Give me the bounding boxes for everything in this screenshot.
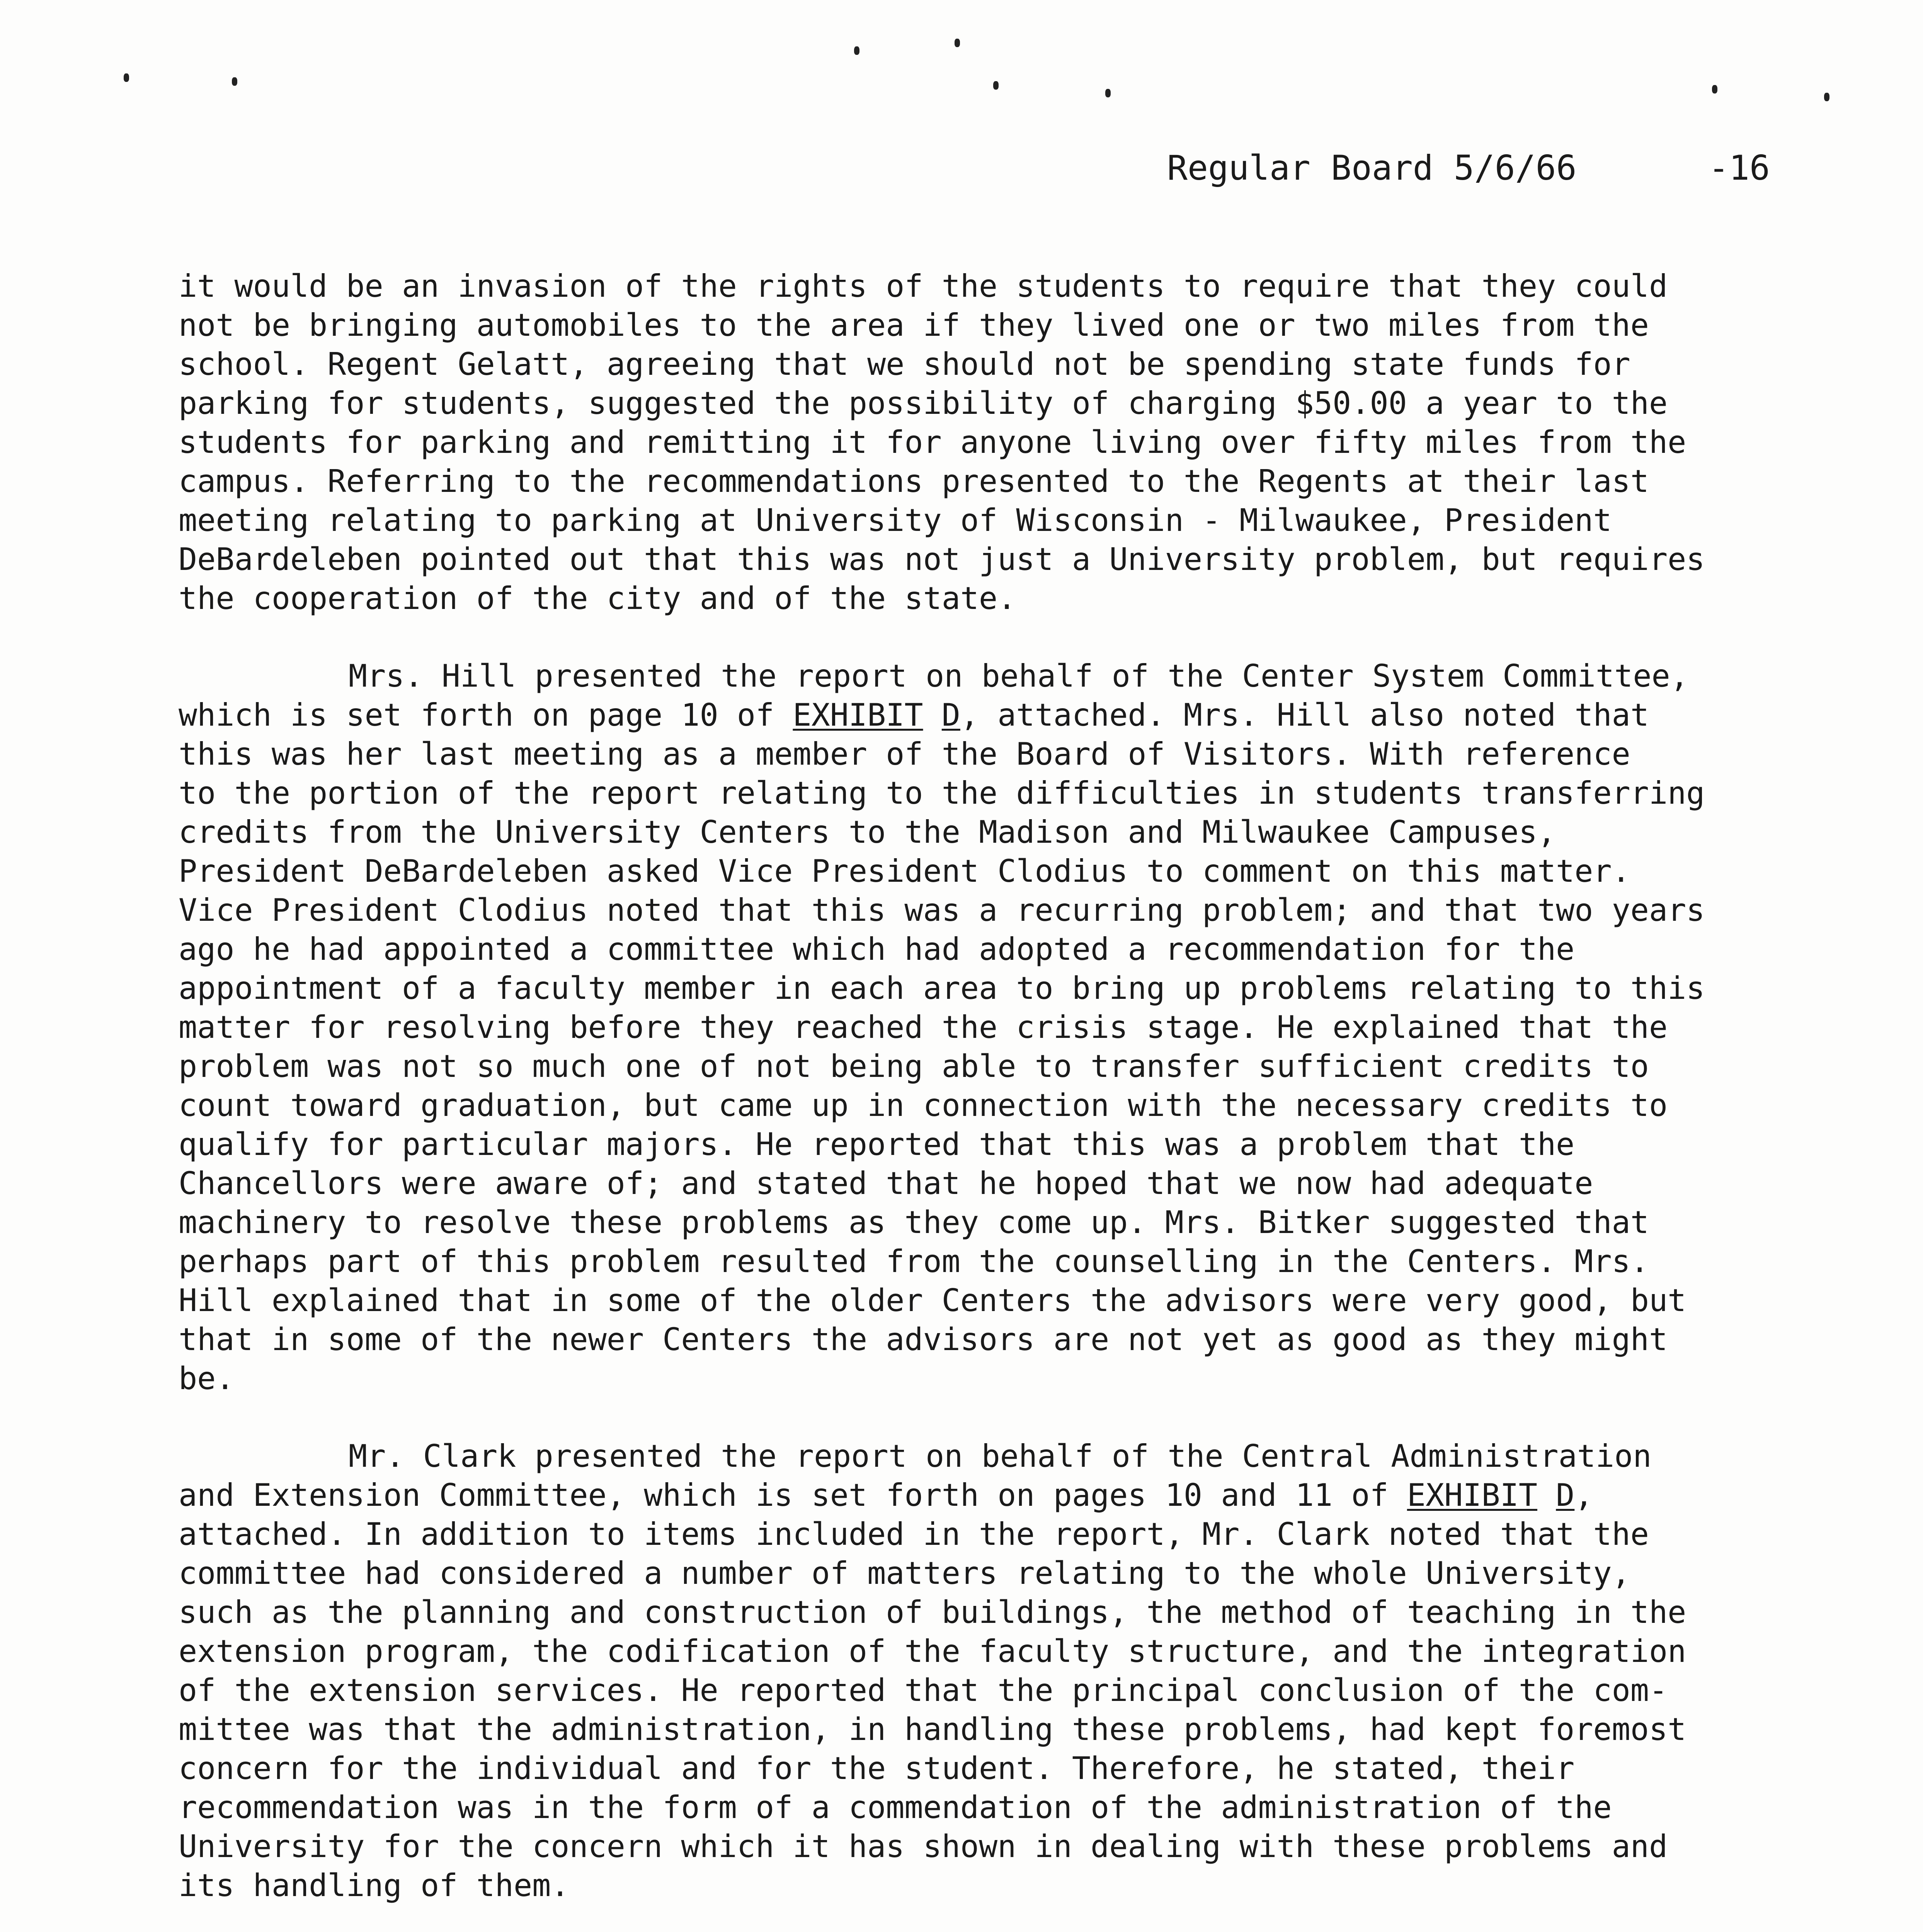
text-line: matter for resolving before they reached the crisis stage. He explained that the bbox=[179, 1009, 1668, 1045]
text-line: University for the concern which it has shown in dealing with these problems and bbox=[179, 1828, 1668, 1864]
document-body bbox=[179, 267, 1755, 1932]
text-line: concern for the individual and for the student. Therefore, he stated, their bbox=[179, 1750, 1575, 1786]
text-line: to the portion of the report relating to the difficulties in students transferring bbox=[179, 775, 1705, 811]
paragraph bbox=[179, 267, 1755, 618]
scan-speck bbox=[1824, 93, 1829, 101]
text-line: be. bbox=[179, 1361, 235, 1396]
text-line: qualify for particular majors. He reported that this was a problem that the bbox=[179, 1126, 1575, 1162]
exhibit-letter: D bbox=[941, 697, 960, 733]
text-line: parking for students, suggested the possibility of charging $50.00 a year to the bbox=[179, 385, 1668, 421]
text-line: this was her last meeting as a member of the Board of Visitors. With reference bbox=[179, 736, 1630, 772]
scan-speck bbox=[1105, 89, 1111, 97]
text-line: Hill explained that in some of the older Centers the advisors were very good, but bbox=[179, 1282, 1686, 1318]
text-line: machinery to resolve these problems as they come up. Mrs. Bitker suggested that bbox=[179, 1204, 1649, 1240]
text-line: the cooperation of the city and of the state. bbox=[179, 580, 1016, 616]
exhibit-reference: EXHIBIT bbox=[1407, 1477, 1537, 1513]
scan-speck bbox=[993, 81, 999, 90]
text-line: that in some of the newer Centers the advisors are not yet as good as they might bbox=[179, 1321, 1668, 1357]
exhibit-letter: D bbox=[1556, 1477, 1575, 1513]
text-line: DeBardeleben pointed out that this was not just a University problem, but requires bbox=[179, 541, 1705, 577]
text-line: problem was not so much one of not being able to transfer sufficient credits to bbox=[179, 1048, 1649, 1084]
header-title: Regular Board 5/6/66 bbox=[1167, 148, 1577, 188]
text-line: Chancellors were aware of; and stated that he hoped that we now had adequate bbox=[179, 1165, 1593, 1201]
text-line: credits from the University Centers to the Madison and Milwaukee Campuses, bbox=[179, 814, 1556, 850]
text-line: perhaps part of this problem resulted from the counselling in the Centers. Mrs. bbox=[179, 1243, 1649, 1279]
header-page-number: -16 bbox=[1709, 148, 1770, 188]
text-line: which is set forth on page 10 of EXHIBIT D, attached. Mrs. Hill also noted that bbox=[179, 697, 1649, 733]
text-line: school. Regent Gelatt, agreeing that we should not be spending state funds for bbox=[179, 346, 1630, 382]
text-line: its handling of them. bbox=[179, 1867, 570, 1903]
scan-speck bbox=[955, 39, 960, 47]
paragraph bbox=[179, 1437, 1755, 1905]
text-line: ago he had appointed a committee which had adopted a recommendation for the bbox=[179, 931, 1575, 967]
scan-speck bbox=[854, 46, 859, 55]
text-line: President DeBardeleben asked Vice President Clodius to comment on this matter. bbox=[179, 853, 1630, 889]
text-line: Mrs. Hill presented the report on behalf of the Center System Committee, bbox=[349, 658, 1689, 694]
text-line: campus. Referring to the recommendations presented to the Regents at their last bbox=[179, 463, 1649, 499]
exhibit-reference: EXHIBIT bbox=[793, 697, 923, 733]
text-line: Mr. Clark presented the report on behalf of the Central Administration bbox=[349, 1438, 1652, 1474]
text-line: attached. In addition to items included in the report, Mr. Clark noted that the bbox=[179, 1516, 1649, 1552]
text-line: extension program, the codification of the faculty structure, and the integration bbox=[179, 1633, 1686, 1669]
paragraph bbox=[179, 656, 1755, 1398]
text-line: such as the planning and construction of buildings, the method of teaching in the bbox=[179, 1594, 1686, 1630]
text-line: Vice President Clodius noted that this was a recurring problem; and that two years bbox=[179, 892, 1705, 928]
scan-speck bbox=[1712, 85, 1717, 94]
text-line: meeting relating to parking at University of Wisconsin - Milwaukee, President bbox=[179, 502, 1612, 538]
text-line: not be bringing automobiles to the area if they lived one or two miles from the bbox=[179, 307, 1649, 343]
text-line: mittee was that the administration, in handling these problems, had kept foremost bbox=[179, 1711, 1686, 1747]
text-line: of the extension services. He reported that the principal conclusion of the com- bbox=[179, 1672, 1668, 1708]
text-line: it would be an invasion of the rights of the students to require that they could bbox=[179, 268, 1668, 304]
text-line: committee had considered a number of matters relating to the whole University, bbox=[179, 1555, 1630, 1591]
text-line: and Extension Committee, which is set forth on pages 10 and 11 of EXHIBIT D, bbox=[179, 1477, 1593, 1513]
text-line: count toward graduation, but came up in connection with the necessary credits to bbox=[179, 1087, 1668, 1123]
scan-speck bbox=[232, 77, 237, 86]
text-line: students for parking and remitting it for anyone living over fifty miles from the bbox=[179, 424, 1686, 460]
text-line: appointment of a faculty member in each area to bring up problems relating to this bbox=[179, 970, 1705, 1006]
text-line: recommendation was in the form of a commendation of the administration of the bbox=[179, 1789, 1612, 1825]
scan-speck bbox=[124, 73, 129, 82]
